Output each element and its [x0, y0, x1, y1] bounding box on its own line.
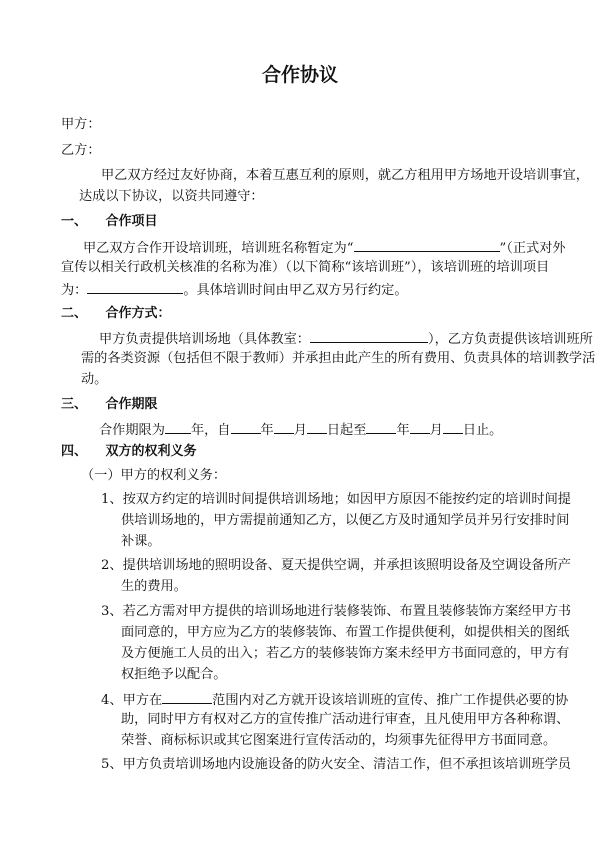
classroom-blank[interactable] — [310, 329, 428, 343]
item-1-line-1: 1、按双方约定的培训时间提供培训场地；如因甲方原因不能按约定的培训时间提 — [101, 492, 571, 507]
end-year-blank[interactable] — [366, 420, 396, 434]
section-2-line-3: 动。 — [81, 372, 108, 387]
item-1-line-3: 补课。 — [121, 534, 161, 549]
term-text: 年 — [396, 423, 410, 438]
start-day-blank[interactable] — [307, 420, 327, 434]
section-2-number: 二、 — [61, 306, 88, 321]
section-3-term-line — [99, 420, 502, 439]
end-day-blank[interactable] — [443, 420, 463, 434]
party-a-rights-heading: （一）甲方的权利义务： — [81, 468, 227, 483]
start-year-blank[interactable] — [231, 420, 261, 434]
section-2-heading — [61, 305, 171, 322]
intro-line-2: 达成以下协议，以资共同遵守： — [79, 189, 264, 204]
course-name-blank[interactable] — [354, 238, 500, 252]
term-text: 日起至 — [326, 423, 367, 438]
section-1-heading — [61, 213, 158, 230]
section-4-number: 四、 — [61, 444, 88, 459]
item-4-line-1 — [101, 690, 568, 709]
start-month-blank[interactable] — [274, 420, 294, 434]
term-text: 月 — [293, 423, 307, 438]
item-4-text: 4、甲方在 — [101, 693, 163, 708]
term-text: 年，自 — [190, 423, 231, 438]
section-2-line-1 — [99, 329, 593, 348]
item-3-line-1: 3、若乙方需对甲方提供的培训场地进行装修装饰、布置且装修装饰方案经甲方书 — [101, 604, 571, 619]
scope-blank[interactable] — [162, 690, 212, 704]
item-1-line-2: 供培训场地的，甲方需提前通知乙方，以便乙方及时通知学员并另行安排时间 — [121, 513, 570, 528]
section-4-title: 双方的权利义务 — [105, 444, 197, 459]
term-text: 月 — [429, 423, 443, 438]
section-1-text: 甲乙双方合作开设培训班，培训班名称暂定为“ — [83, 241, 354, 256]
section-2-title: 合作方式： — [105, 306, 171, 321]
section-2-line-2: 需的各类资源（包括但不限于教师）并承担由此产生的所有费用、负责具体的培训教学活 — [81, 351, 596, 366]
item-2-line-2: 生的费用。 — [121, 579, 187, 594]
item-3-line-2: 面同意的，甲方应为乙方的装修装饰、布置工作提供便利，如提供相关的图纸 — [121, 625, 570, 640]
end-month-blank[interactable] — [410, 420, 430, 434]
section-2-text: ），乙方负责提供该培训班所 — [428, 332, 593, 347]
section-1-title: 合作项目 — [105, 214, 158, 229]
section-1-text: 。具体培训时间由甲乙双方另行约定。 — [183, 283, 408, 298]
item-5-line-1: 5、甲方负责培训场地内设施设备的防火安全、清洁工作，但不承担该培训班学员 — [101, 757, 571, 772]
item-4-line-2: 助，同时甲方有权对乙方的宣传推广活动进行审查，且凡使用甲方各种称谓、 — [121, 712, 570, 727]
item-4-line-3: 荣誉、商标标识或其它图案进行宣传活动的，均须事先征得甲方书面同意。 — [121, 733, 557, 748]
section-3-number: 三、 — [61, 397, 88, 412]
section-4-heading — [61, 443, 197, 460]
section-2-text: 甲方负责提供培训场地（具体教室： — [99, 332, 310, 347]
course-item-blank[interactable] — [87, 280, 183, 294]
section-3-heading — [61, 396, 158, 413]
section-1-text: ”（正式对外 — [499, 241, 566, 256]
item-3-line-4: 权拒绝予以配合。 — [121, 667, 227, 682]
term-years-blank[interactable] — [165, 420, 191, 434]
section-1-line-2: 宣传以相关行政机关核准的名称为准）（以下简称“该培训班”），该培训班的培训项目 — [61, 260, 550, 275]
term-text: 日止。 — [462, 423, 503, 438]
item-2-line-1: 2、提供培训场地的照明设备、夏天提供空调，并承担该照明设备及空调设备所产 — [101, 558, 571, 573]
intro-line-1: 甲乙双方经过友好协商，本着互惠互利的原则，就乙方租用甲方场地开设培训事宜， — [101, 168, 589, 183]
party-b-label: 乙方： — [61, 143, 101, 158]
section-1-line-1 — [83, 238, 566, 257]
item-4-text: 范围内对乙方就开设该培训班的宣传、推广工作提供必要的协 — [212, 693, 569, 708]
term-text: 合作期限为 — [99, 423, 165, 438]
term-text: 年 — [260, 423, 274, 438]
party-a-label: 甲方： — [61, 117, 101, 132]
item-3-line-3: 及方便施工人员的出入；若乙方的装修装饰方案未经甲方书面同意的，甲方有 — [121, 646, 570, 661]
section-3-title: 合作期限 — [105, 397, 158, 412]
section-1-text: 为： — [61, 283, 88, 298]
section-1-number: 一、 — [61, 214, 88, 229]
page-title: 合作协议 — [261, 64, 338, 86]
section-1-line-3 — [61, 280, 408, 299]
